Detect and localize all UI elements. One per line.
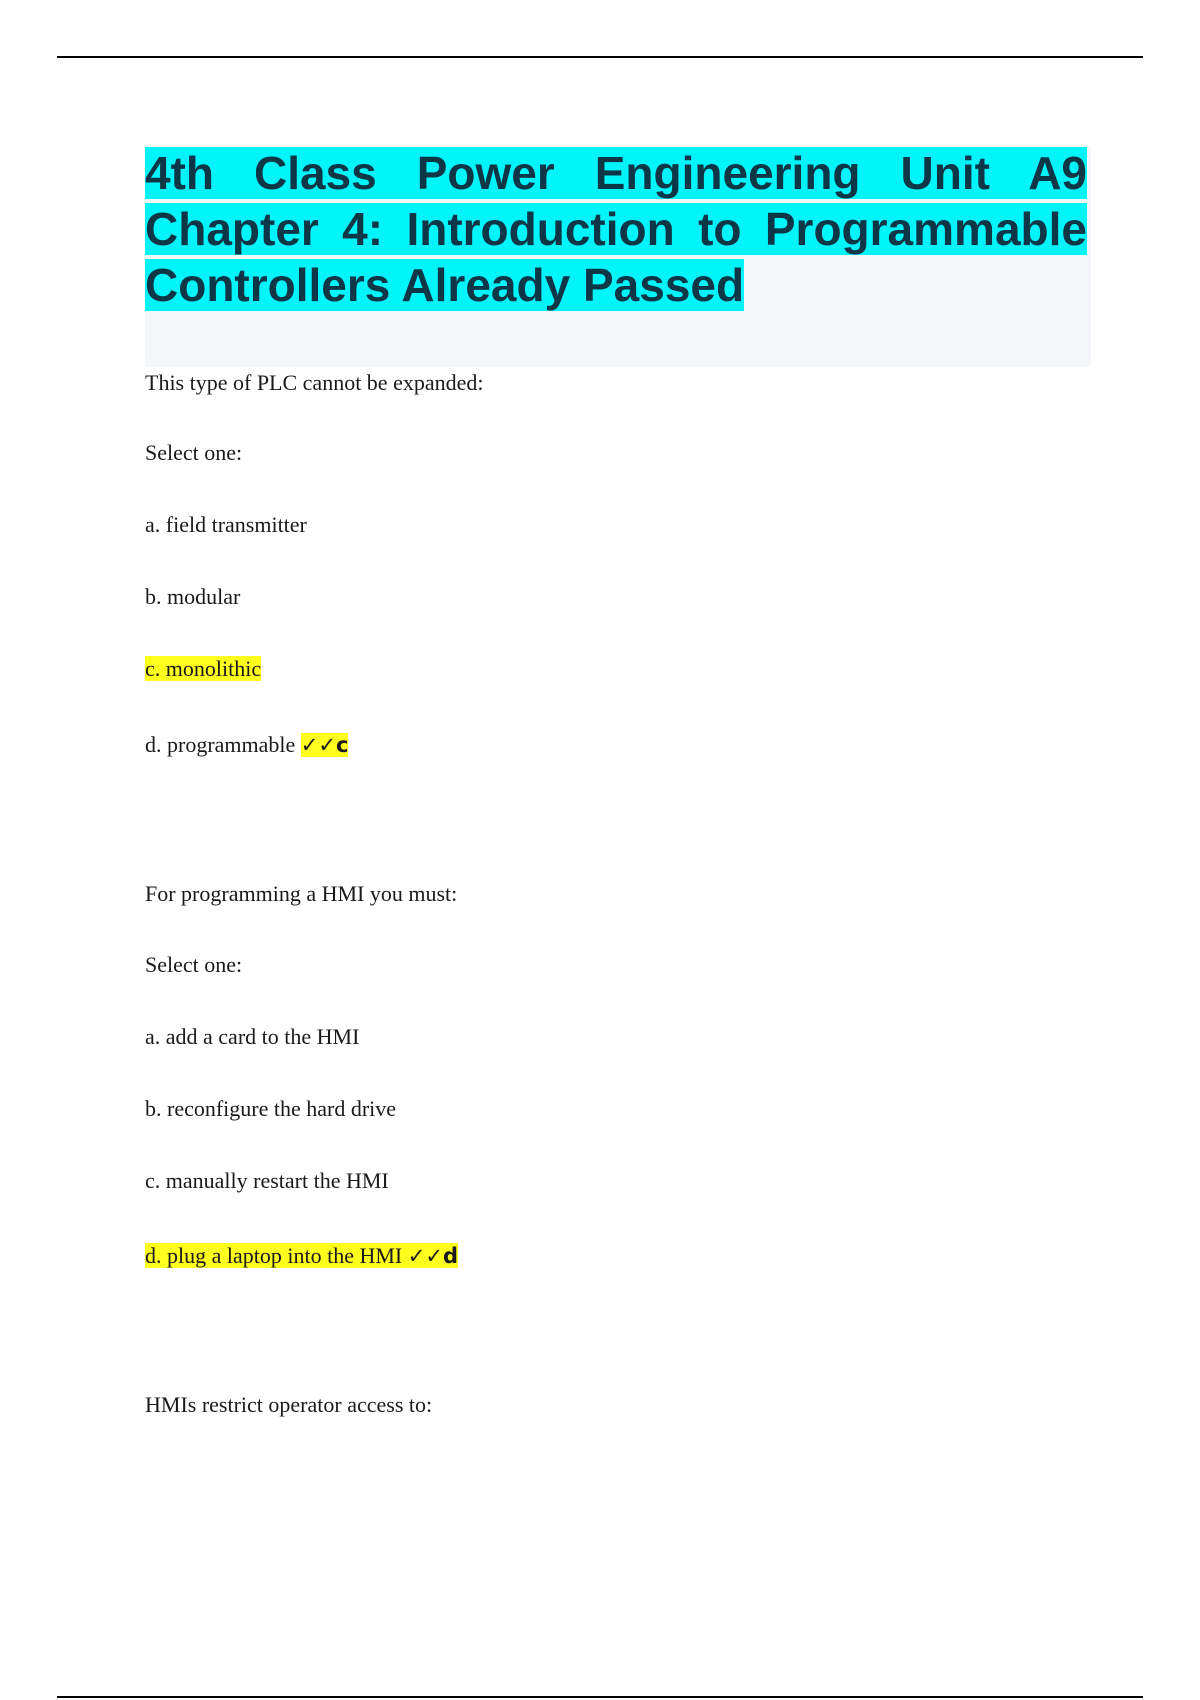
question-2-correct-option: [145, 1243, 458, 1268]
question-1-instruction: Select one:: [145, 440, 243, 465]
question-1-correct-option: c. monolithic: [145, 656, 262, 681]
question-2-option-c: c. manually restart the HMI: [145, 1168, 389, 1193]
question-1-option-a: a. field transmitter: [145, 512, 307, 537]
question-1-option-b: b. modular: [145, 584, 241, 609]
question-1-prompt: This type of PLC cannot be expanded:: [145, 370, 484, 395]
document-title: [145, 145, 1087, 313]
question-1-option-c: [145, 655, 261, 683]
title-highlight: 4th Class Power Engineering Unit A9 Chapter 4: Introduction to Programmable Controllers Already Passed: [145, 147, 1087, 311]
question-2-answer-mark: ✓✓d: [407, 1244, 458, 1268]
question-2-prompt: For programming a HMI you must:: [145, 881, 458, 906]
question-1-option-d: [145, 731, 348, 759]
question-2-option-b: b. reconfigure the hard drive: [145, 1096, 397, 1121]
bottom-rule: [57, 1696, 1143, 1698]
top-rule: [57, 56, 1143, 58]
question-3-prompt: HMIs restrict operator access to:: [145, 1392, 433, 1417]
question-2-option-a: a. add a card to the HMI: [145, 1024, 360, 1049]
question-2-option-d: [145, 1242, 458, 1270]
question-1-answer-mark: ✓✓c: [300, 733, 349, 757]
question-1-option-d-text: d. programmable: [145, 732, 296, 757]
question-2-instruction: Select one:: [145, 952, 243, 977]
question-2-option-d-text: d. plug a laptop into the HMI: [145, 1243, 403, 1268]
